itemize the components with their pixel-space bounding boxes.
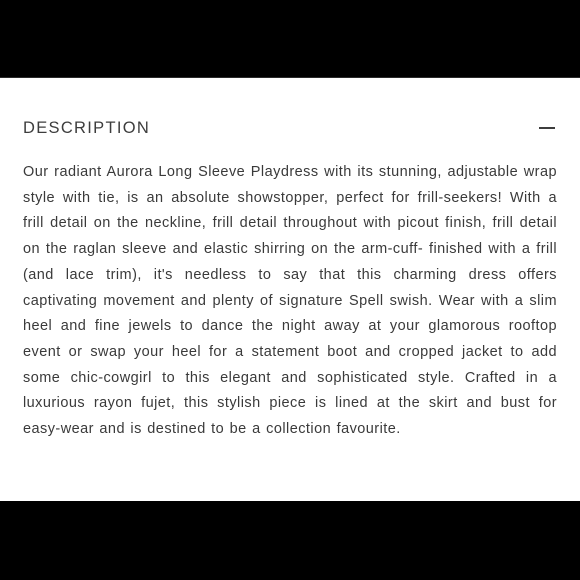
minus-icon: [539, 127, 555, 129]
section-title: DESCRIPTION: [23, 119, 151, 137]
collapse-button[interactable]: [535, 116, 559, 140]
accordion-header[interactable]: [23, 116, 559, 140]
description-text: Our radiant Aurora Long Sleeve Playdress with its stunning, adjustable wrap style with tie, is an absolute showstopper, perfect for frill-seekers! With a frill detail on the neckline, frill detail throughout with picout finish, frill detail on the raglan sleeve and elastic shirring on the arm-cuff- finished with a frill (and lace trim), it's needless to say that this charming dress offers captivating movement and plenty of signature Spell swish. Wear with a slim heel and fine jewels to dance the night away at your glamorous rooftop event or swap your heel for a statement boot and cropped jacket to add some chic-cowgirl to this elegant and sophisticated style. Crafted in a luxurious rayon fujet, this stylish piece is lined at the skirt and bust for easy-wear and is destined to be a collection favourite.: [23, 164, 557, 438]
description-accordion: [0, 77, 580, 501]
